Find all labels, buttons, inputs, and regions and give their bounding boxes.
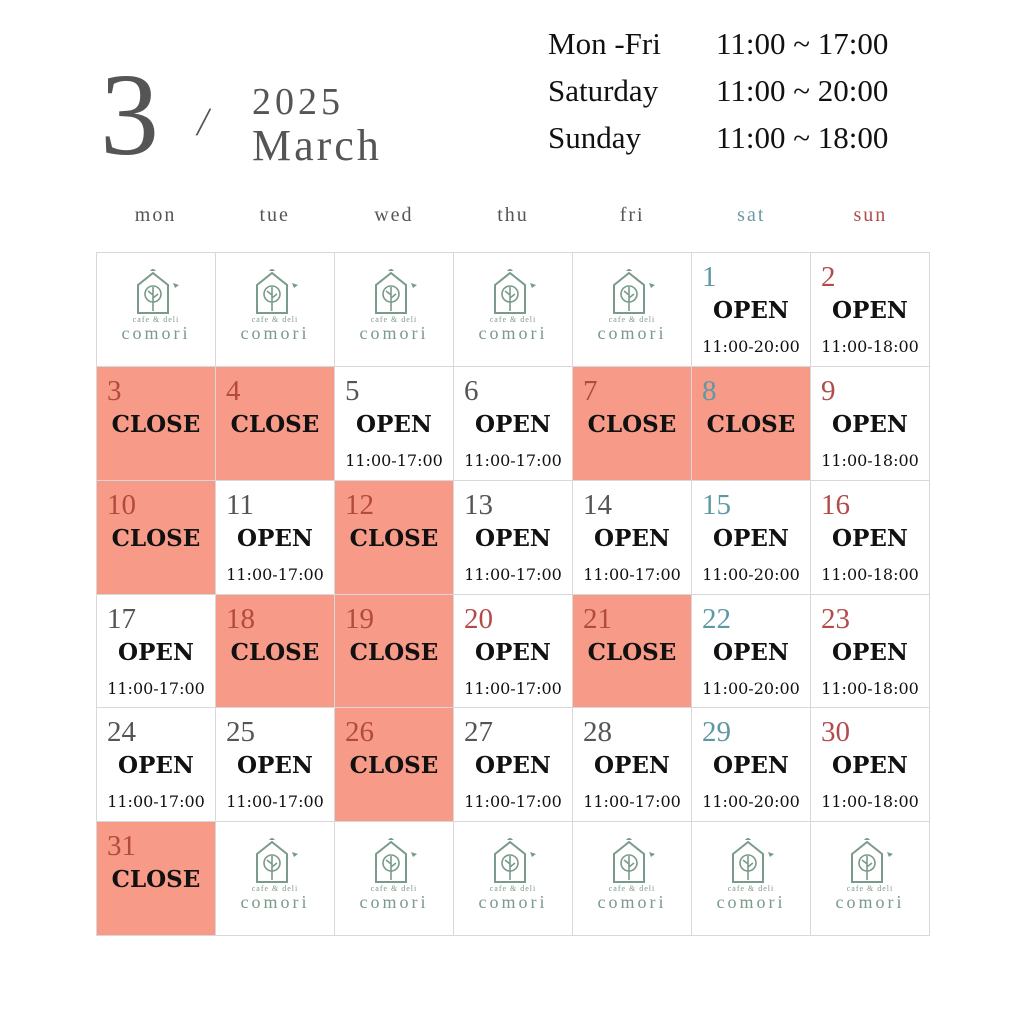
day-hours: 11:00-18:00 [821, 564, 919, 584]
day-status: OPEN [832, 410, 908, 438]
logo-brand: comori [240, 892, 310, 913]
calendar-day-cell [216, 708, 335, 822]
calendar-day-cell [335, 367, 454, 481]
calendar-day-cell [335, 708, 454, 822]
logo-brand: comori [716, 892, 786, 913]
hours-time: 11:00 ~ 17:00 [716, 26, 889, 61]
calendar-cell-empty [573, 822, 692, 936]
logo-tagline: cafe & deli [489, 315, 537, 324]
comori-logo [216, 836, 334, 911]
weekday-sun: sun [853, 204, 888, 226]
day-number: 1 [702, 261, 717, 293]
logo-tagline: cafe & deli [132, 315, 180, 324]
weekday-sat: sat [737, 204, 766, 226]
calendar-cell-empty [216, 253, 335, 367]
day-hours: 11:00-17:00 [464, 678, 562, 698]
day-number: 15 [702, 488, 731, 521]
calendar-cell-empty [692, 822, 811, 936]
house-logo-icon [363, 267, 425, 315]
day-status: CLOSE [587, 410, 677, 438]
logo-brand: comori [597, 892, 667, 913]
day-hours: 11:00-18:00 [821, 450, 919, 470]
day-number: 9 [821, 374, 836, 407]
house-logo-icon [482, 267, 544, 315]
comori-logo [216, 267, 334, 342]
day-status: OPEN [356, 410, 432, 438]
house-logo-icon [363, 836, 425, 884]
day-number: 6 [464, 374, 479, 407]
day-number: 27 [464, 716, 493, 749]
day-status: CLOSE [230, 410, 320, 438]
day-hours: 11:00-17:00 [464, 450, 562, 470]
logo-tagline: cafe & deli [251, 884, 299, 894]
day-hours: 11:00-17:00 [345, 450, 443, 470]
calendar-day-cell [97, 367, 216, 481]
day-status: OPEN [713, 638, 789, 666]
day-number: 21 [583, 602, 612, 635]
day-status: OPEN [475, 524, 551, 552]
hours-time: 11:00 ~ 20:00 [716, 73, 889, 108]
house-logo-icon [125, 267, 187, 315]
calendar-day-cell [216, 595, 335, 709]
hours-row [548, 26, 888, 73]
day-status: OPEN [475, 752, 551, 780]
month-number: 3 [100, 49, 159, 180]
comori-logo [454, 267, 572, 342]
day-status: OPEN [118, 752, 194, 780]
day-hours: 11:00-18:00 [821, 337, 919, 356]
day-hours: 11:00-20:00 [702, 564, 800, 584]
calendar-day-cell [216, 481, 335, 595]
hours-time: 11:00 ~ 18:00 [716, 120, 889, 155]
calendar-day-cell [335, 595, 454, 709]
day-number: 7 [583, 374, 598, 407]
day-number: 20 [464, 602, 493, 635]
logo-tagline: cafe & deli [608, 884, 656, 894]
house-logo-icon [601, 836, 663, 884]
day-number: 23 [821, 602, 850, 635]
day-number: 29 [702, 716, 731, 749]
calendar-day-cell [216, 367, 335, 481]
house-logo-icon [482, 836, 544, 884]
day-number: 17 [107, 602, 136, 635]
calendar-cell-empty [454, 822, 573, 936]
calendar-day-cell [692, 481, 811, 595]
day-hours: 11:00-17:00 [107, 792, 205, 812]
calendar-day-cell [573, 595, 692, 709]
day-hours: 11:00-17:00 [107, 678, 205, 698]
calendar-day-cell [811, 708, 930, 822]
day-hours: 11:00-17:00 [226, 564, 324, 584]
date-slash: / [194, 99, 214, 144]
day-status: OPEN [832, 752, 908, 780]
house-logo-icon [839, 836, 901, 884]
year-label: 2025 [252, 81, 344, 123]
weekday-fri: fri [619, 204, 645, 226]
logo-brand: comori [478, 892, 548, 913]
day-number: 14 [583, 488, 612, 521]
calendar-day-cell [692, 595, 811, 709]
day-status: CLOSE [706, 410, 796, 438]
logo-brand: comori [478, 323, 548, 343]
day-hours: 11:00-20:00 [702, 792, 800, 812]
hours-label: Saturday [548, 73, 659, 108]
logo-tagline: cafe & deli [727, 884, 775, 894]
day-number: 10 [107, 488, 136, 521]
logo-tagline: cafe & deli [608, 315, 656, 324]
comori-logo [335, 836, 453, 911]
day-number: 4 [226, 374, 241, 407]
day-hours: 11:00-17:00 [226, 792, 324, 812]
weekday-header [96, 204, 930, 227]
calendar-cell-empty [454, 253, 573, 367]
logo-brand: comori [835, 892, 905, 913]
day-hours: 11:00-20:00 [702, 678, 800, 698]
day-number: 11 [226, 488, 254, 521]
calendar-day-cell [97, 481, 216, 595]
day-status: OPEN [475, 638, 551, 666]
logo-tagline: cafe & deli [370, 884, 418, 894]
day-number: 30 [821, 716, 850, 749]
calendar-day-cell [454, 367, 573, 481]
logo-tagline: cafe & deli [489, 884, 537, 894]
day-number: 22 [702, 602, 731, 635]
calendar-day-cell [573, 367, 692, 481]
house-logo-icon [720, 836, 782, 884]
day-status: OPEN [237, 752, 313, 780]
day-status: CLOSE [111, 866, 201, 894]
day-status: CLOSE [349, 752, 439, 780]
calendar-day-cell [97, 822, 216, 936]
day-number: 5 [345, 374, 360, 407]
day-hours: 11:00-17:00 [464, 564, 562, 584]
day-hours: 11:00-18:00 [821, 792, 919, 812]
day-number: 16 [821, 488, 850, 521]
comori-logo [811, 836, 929, 911]
comori-logo [573, 836, 691, 911]
calendar-day-cell [692, 367, 811, 481]
day-status: CLOSE [349, 638, 439, 666]
opening-hours [548, 26, 888, 167]
calendar-day-cell [335, 481, 454, 595]
house-logo-icon [244, 836, 306, 884]
comori-logo [97, 267, 215, 342]
day-hours: 11:00-17:00 [583, 564, 681, 584]
day-hours: 11:00-17:00 [464, 792, 562, 812]
day-status: OPEN [832, 638, 908, 666]
logo-brand: comori [597, 323, 667, 343]
comori-logo [335, 267, 453, 342]
logo-tagline: cafe & deli [251, 315, 299, 324]
calendar-cell-empty [335, 822, 454, 936]
day-number: 31 [107, 830, 136, 863]
calendar-day-cell [811, 595, 930, 709]
logo-brand: comori [240, 323, 310, 343]
calendar-cell-empty [811, 822, 930, 936]
calendar-day-cell [573, 708, 692, 822]
day-number: 25 [226, 716, 255, 749]
day-status: OPEN [594, 752, 670, 780]
day-hours: 11:00-18:00 [821, 678, 919, 698]
logo-brand: comori [359, 323, 429, 343]
logo-brand: comori [359, 892, 429, 913]
calendar-day-cell [454, 481, 573, 595]
day-number: 19 [345, 602, 374, 635]
weekday-thu: thu [497, 204, 529, 226]
calendar-day-cell [692, 253, 811, 367]
weekday-wed: wed [374, 204, 414, 226]
day-number: 2 [821, 261, 836, 293]
logo-brand: comori [121, 323, 191, 343]
day-number: 24 [107, 716, 136, 749]
calendar-day-cell [454, 708, 573, 822]
day-status: CLOSE [587, 638, 677, 666]
day-status: CLOSE [230, 638, 320, 666]
day-status: OPEN [118, 638, 194, 666]
month-name: March [252, 121, 382, 170]
day-status: OPEN [713, 297, 789, 324]
comori-logo [454, 836, 572, 911]
day-status: OPEN [713, 752, 789, 780]
calendar-day-cell [573, 481, 692, 595]
calendar-day-cell [811, 481, 930, 595]
hours-label: Mon -Fri [548, 26, 661, 61]
calendar-day-cell [97, 595, 216, 709]
day-status: OPEN [594, 524, 670, 552]
calendar-day-cell [454, 595, 573, 709]
day-number: 13 [464, 488, 493, 521]
weekday-mon: mon [134, 204, 177, 226]
comori-logo [692, 836, 810, 911]
calendar-day-cell [811, 367, 930, 481]
day-status: OPEN [832, 524, 908, 552]
weekday-tue: tue [259, 204, 290, 226]
comori-logo [573, 267, 691, 342]
calendar-cell-empty [97, 253, 216, 367]
hours-row [548, 73, 888, 120]
day-status: OPEN [237, 524, 313, 552]
calendar-cell-empty [216, 822, 335, 936]
logo-tagline: cafe & deli [370, 315, 418, 324]
day-status: CLOSE [111, 524, 201, 552]
day-number: 3 [107, 374, 122, 407]
calendar-cell-empty [335, 253, 454, 367]
day-number: 12 [345, 488, 374, 521]
day-status: OPEN [713, 524, 789, 552]
logo-tagline: cafe & deli [846, 884, 894, 894]
day-number: 26 [345, 716, 374, 749]
calendar-day-cell [692, 708, 811, 822]
day-hours: 11:00-17:00 [583, 792, 681, 812]
day-number: 28 [583, 716, 612, 749]
day-hours: 11:00-20:00 [702, 337, 800, 356]
calendar-cell-empty [573, 253, 692, 367]
house-logo-icon [244, 267, 306, 315]
day-status: CLOSE [349, 524, 439, 552]
day-status: CLOSE [111, 410, 201, 438]
hours-row [548, 120, 888, 167]
hours-label: Sunday [548, 120, 641, 155]
calendar-day-cell [811, 253, 930, 367]
day-status: OPEN [475, 410, 551, 438]
day-number: 18 [226, 602, 255, 635]
calendar-grid [96, 252, 930, 936]
day-number: 8 [702, 374, 717, 407]
day-status: OPEN [832, 297, 908, 324]
house-logo-icon [601, 267, 663, 315]
calendar-day-cell [97, 708, 216, 822]
